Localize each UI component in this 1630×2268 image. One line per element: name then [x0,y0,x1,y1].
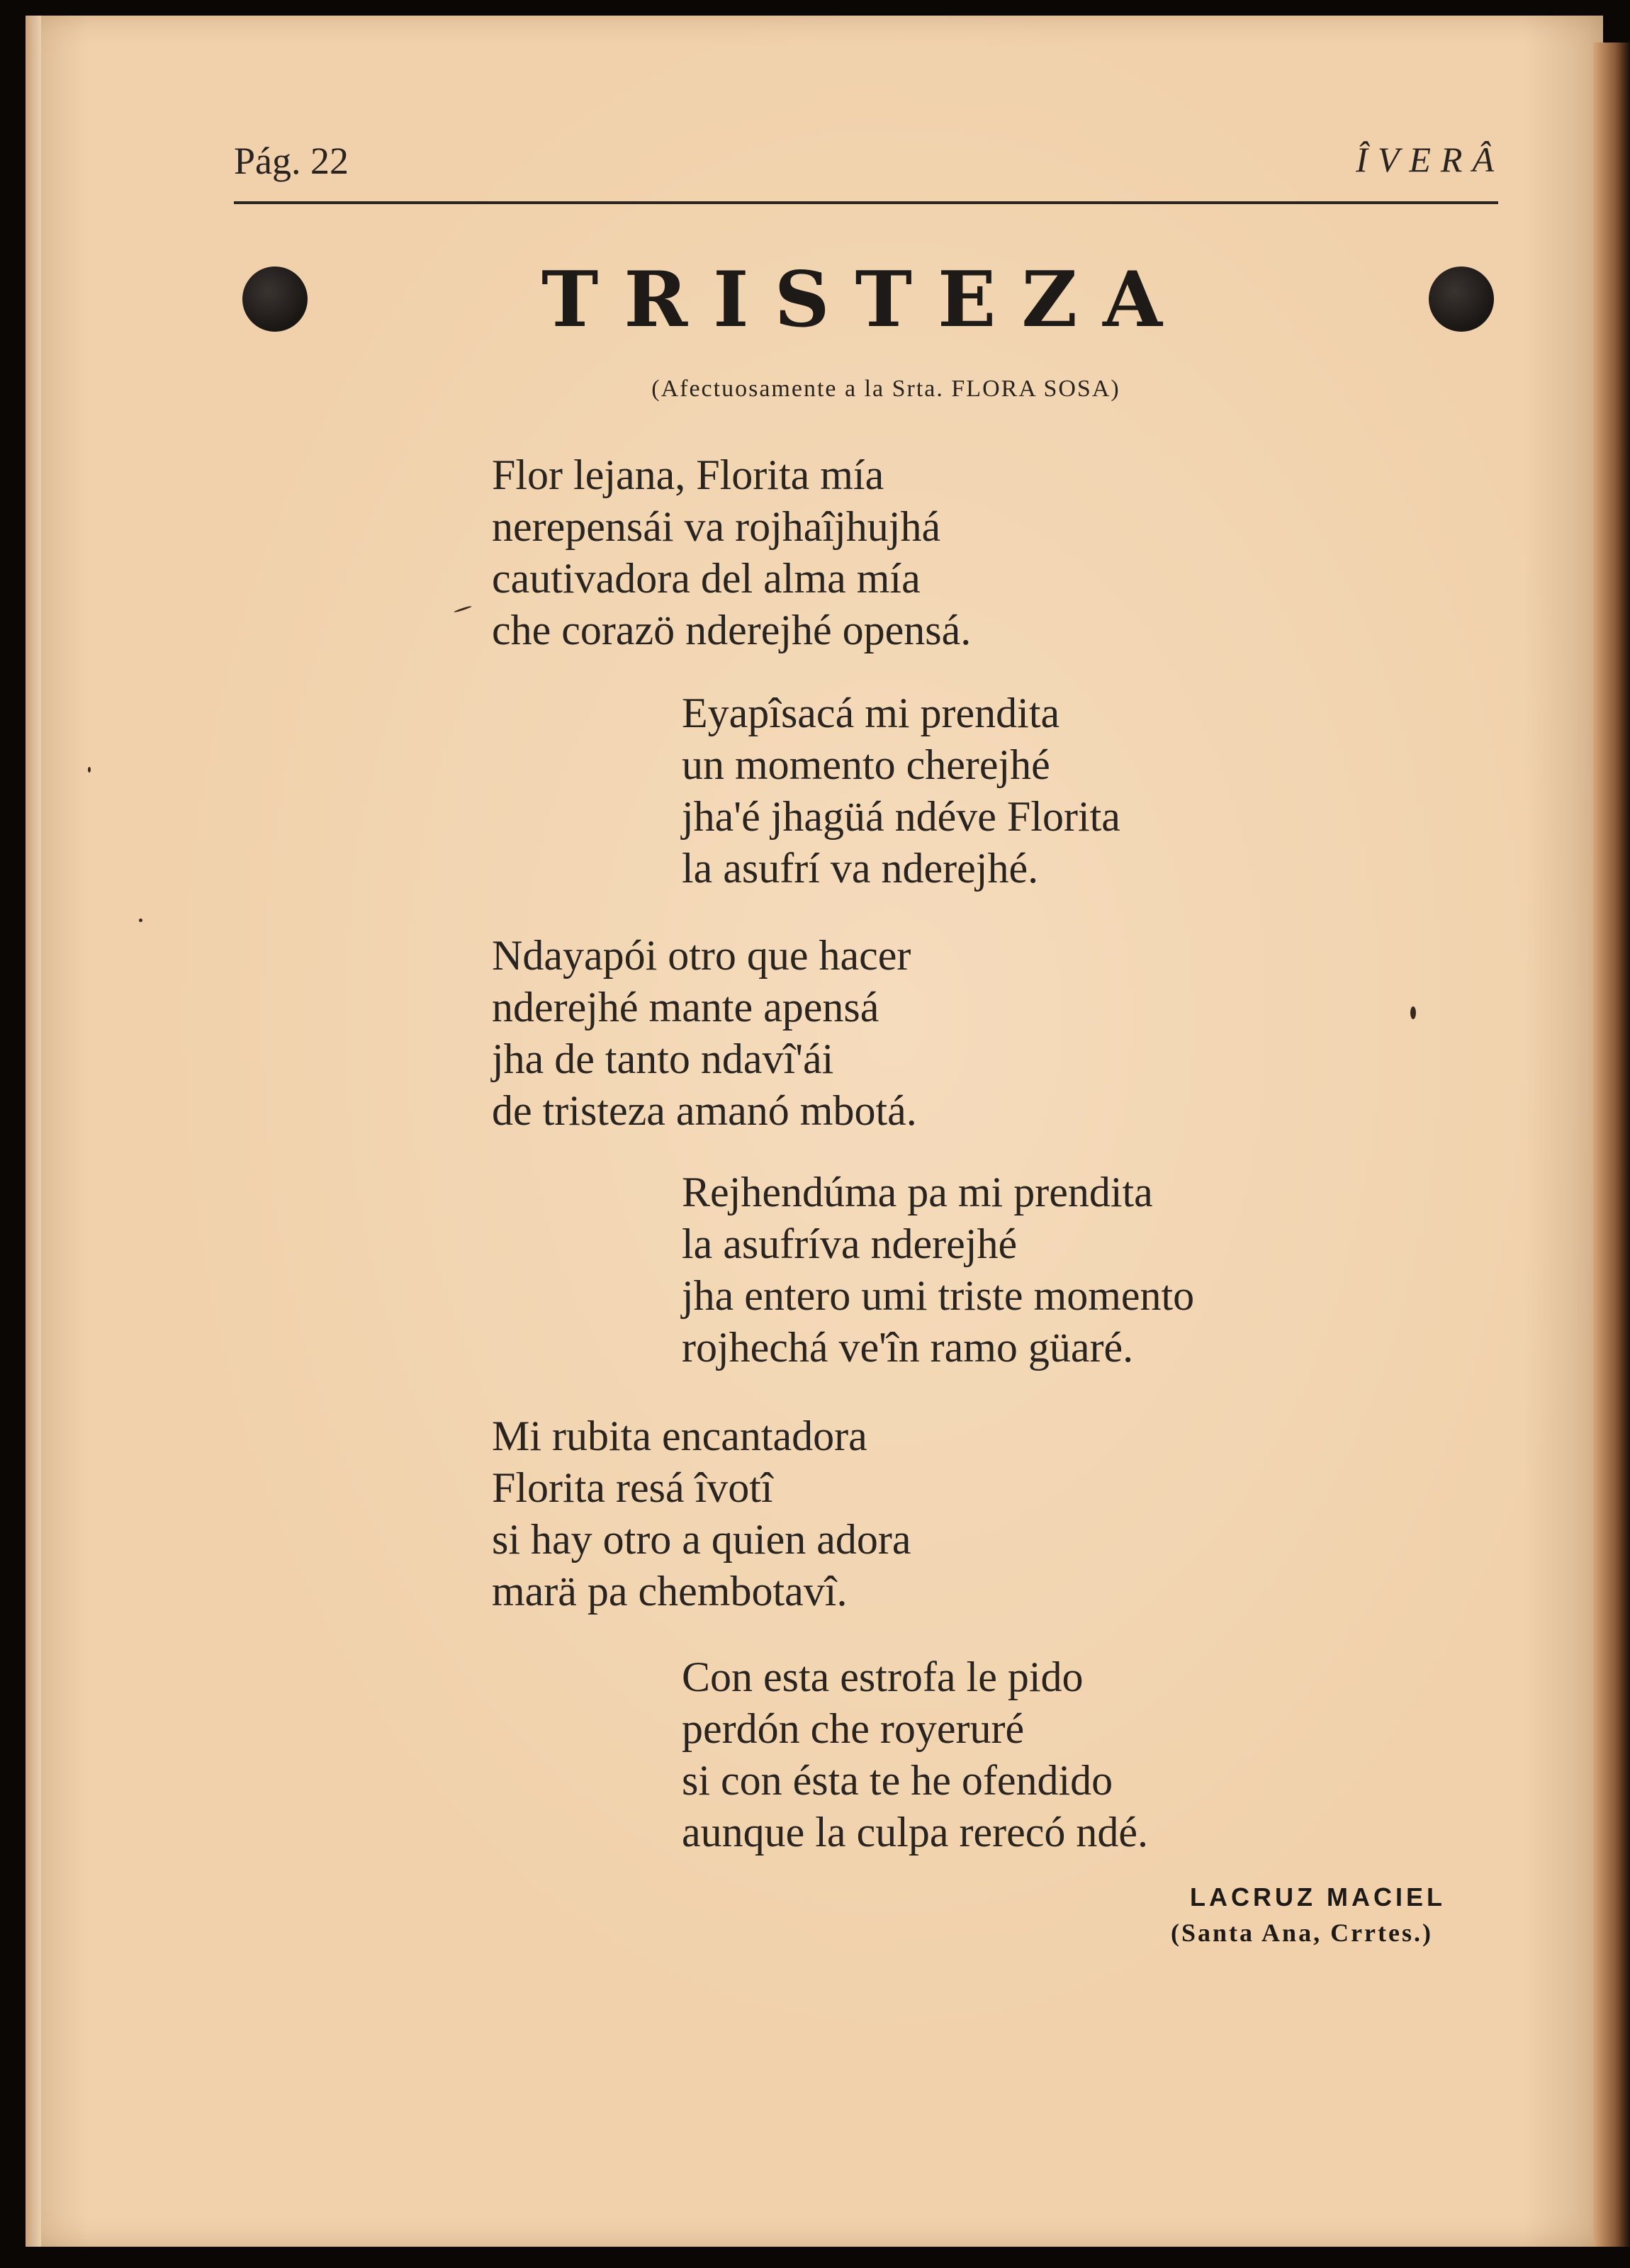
page-edge-left [26,16,41,2247]
poem-line: che corazö nderejhé opensá. [492,607,972,653]
author-location: (Santa Ana, Crrtes.) [1171,1919,1433,1947]
poem-line: jha'é jhagüá ndéve Florita [682,793,1120,840]
poem-line: si hay otro a quien adora [492,1516,911,1563]
poem-line: marä pa chembotavî. [492,1568,848,1615]
poem-line: cautivadora del alma mía [492,555,921,602]
stanza-6 [682,1651,1148,1858]
scan-speck [1410,1006,1416,1019]
poem-line: la asufrí va nderejhé. [682,845,1039,892]
page-header [234,139,1504,203]
poem-line: jha entero umi triste momento [682,1272,1195,1319]
scan-speck [139,919,142,922]
page-edge-right [1593,43,1630,2247]
scan-speck [88,767,91,773]
poem-line: Florita resá îvotî [492,1464,773,1511]
stanza-1 [492,449,971,656]
bullet-ornament-left-icon [242,266,308,332]
poem-line: Flor lejana, Florita mía [492,451,884,498]
stanza-3 [492,930,917,1137]
header-rule [234,201,1498,204]
poem-line: aunque la culpa rerecó ndé. [682,1809,1148,1856]
stanza-5 [492,1410,911,1617]
stanza-4 [682,1167,1194,1374]
poem-line: perdón che royeruré [682,1705,1025,1752]
bullet-ornament-right-icon [1429,266,1494,332]
poem-line: un momento cherejhé [682,741,1050,788]
page-number: Pág. 22 [234,140,349,182]
poem-line: Con esta estrofa le pido [682,1654,1084,1700]
poem-line: la asufríva nderejhé [682,1220,1018,1267]
poem-line: Mi rubita encantadora [492,1413,867,1459]
poem-dedication: (Afectuosamente a la Srta. FLORA SOSA) [651,376,1120,402]
poem-line: nerepensái va rojhaîjhujhá [492,503,941,550]
poem-line: Rejhendúma pa mi prendita [682,1169,1153,1216]
poem-line: de tristeza amanó mbotá. [492,1087,917,1134]
poem-line: nderejhé mante apensá [492,984,879,1031]
poem-line: rojhechá ve'în ramo güaré. [682,1324,1134,1371]
poem-title: TRISTEZA [541,255,1188,344]
poem-line: si con ésta te he ofendido [682,1757,1113,1804]
poem-line: Eyapîsacá mi prendita [682,690,1060,736]
poem-line: Ndayapói otro que hacer [492,932,911,979]
journal-name: ÎVERÂ [1356,140,1504,179]
stanza-2 [682,687,1120,894]
poem-line: jha de tanto ndavî'ái [492,1035,834,1082]
signature [1084,1882,1446,1948]
author-name: LACRUZ MACIEL [1190,1882,1446,1911]
